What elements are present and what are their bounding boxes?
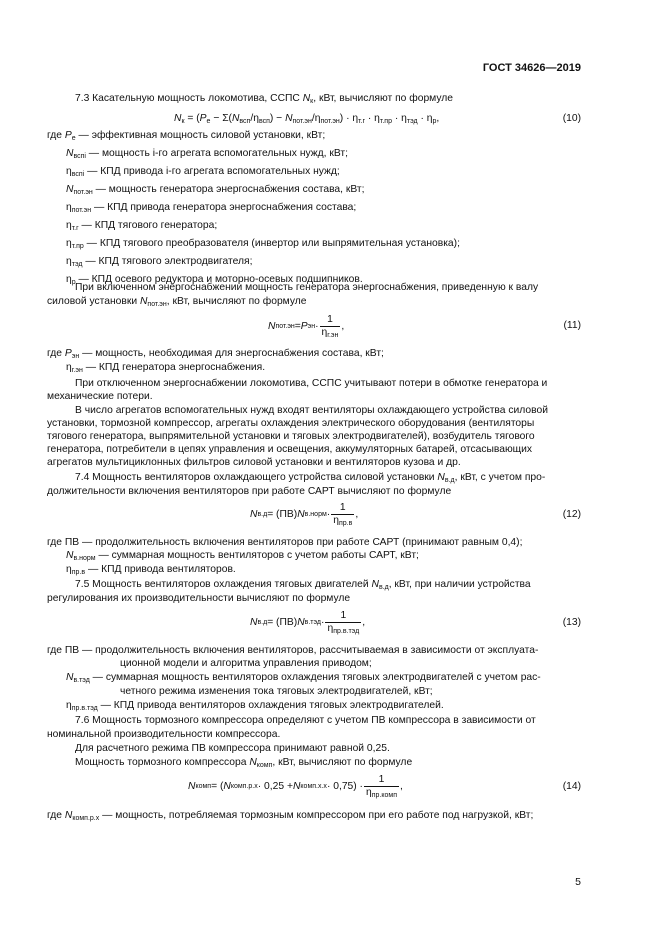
paragraph-line: агрегатов мультициклонных фильтров силовой установки и вентиляторов кузова и др. <box>47 457 461 468</box>
subscript: эн <box>71 353 80 360</box>
symbol: N <box>66 550 74 561</box>
symbol: N <box>302 93 311 104</box>
paragraph-line <box>75 757 412 769</box>
text: — мощность, потребляемая тормозным компрессором при его работе под нагрузкой, кВт; <box>99 810 534 821</box>
paragraph-line: 7.6 Мощность тормозного компрессора определяют с учетом ПВ компрессора в зависимости от <box>75 715 536 726</box>
definition-line <box>66 148 348 160</box>
paragraph-line: регулирования их производительности вычисляют по формуле <box>47 593 351 604</box>
text: где <box>47 130 65 141</box>
symbol: η <box>66 362 72 373</box>
symbol: N <box>231 113 240 124</box>
subscript: всп <box>258 118 270 125</box>
subscript: т.г <box>358 118 366 125</box>
subscript: комп <box>256 762 273 769</box>
equation-number: (11) <box>563 320 581 331</box>
text: = (ПВ) <box>267 508 298 520</box>
text: — суммарная мощность вентиляторов с учетом работы САРТ, кВт; <box>95 550 419 561</box>
definition-line <box>66 362 265 374</box>
text: /η <box>311 113 321 124</box>
subscript: г.эн <box>71 367 83 374</box>
text: — КПД привода генератора энергоснабжения состава; <box>91 202 357 213</box>
text: · η <box>365 113 380 124</box>
symbol: N <box>66 184 74 195</box>
definition-line <box>47 537 522 549</box>
text: = <box>294 320 301 332</box>
subscript: пот.эн <box>73 189 93 196</box>
subscript: вспi <box>73 153 86 160</box>
text: , кВт, с учетом про- <box>454 472 546 483</box>
fraction <box>364 774 399 799</box>
denominator <box>364 786 399 799</box>
definition-line <box>47 130 325 142</box>
text: , <box>400 780 403 792</box>
definition-line <box>47 810 533 822</box>
symbol: N <box>268 320 276 332</box>
subscript: пр.в.тэд <box>333 628 360 635</box>
text: — эффективная мощность силовой установки, кВт; <box>75 130 326 141</box>
symbol: N <box>223 780 231 792</box>
subscript: в.д <box>444 477 455 484</box>
subscript: комп.р.х <box>72 815 100 822</box>
text: — продолжительность включения вентиляторов при работе САРТ (принимают равным 0,4); <box>79 537 523 548</box>
text: 7.3 Касательную мощность локомотива, ССПС <box>75 93 303 104</box>
subscript: пот.эн <box>320 118 340 125</box>
definition-line <box>66 166 340 178</box>
subscript: тэд <box>71 261 83 268</box>
document-header: ГОСТ 34626—2019 <box>482 62 581 74</box>
denominator <box>331 514 354 527</box>
symbol: η <box>66 238 72 249</box>
equation-14: N комп = ( N комп.р.х · 0,25 + N комп.х.х · 0,75) · $\frac{1}{\eta_{пр.комп}}$ , <box>188 774 403 799</box>
text: · <box>326 508 331 520</box>
symbol: P <box>300 320 308 332</box>
subscript: всп <box>239 118 251 125</box>
symbol: N <box>371 579 379 590</box>
symbol: η <box>66 166 72 177</box>
paragraph-line: должительности включения вентиляторов при работе САРТ вычисляют по формуле <box>47 486 452 497</box>
numerator: 1 <box>340 610 347 621</box>
text: · η <box>417 113 433 124</box>
definition-line <box>66 202 356 214</box>
subscript: р <box>432 118 437 125</box>
text: , кВт, вычисляют по формуле <box>313 93 454 104</box>
equation-11: N пот.эн = P эн · $\frac{1}{\eta_{г.эн}}$ , <box>268 314 345 339</box>
symbol: η <box>66 564 72 575</box>
equation-13: N в.д = (ПВ) N в.тэд · $\frac{1}{\eta_{пр.в.тэд}}$ , <box>250 610 366 635</box>
text: , кВт, при наличии устройства <box>388 579 531 590</box>
subscript: г.эн <box>327 332 339 339</box>
text: ) − <box>269 113 286 124</box>
text: 7.5 Мощность вентиляторов охлаждения тяговых двигателей <box>75 579 372 590</box>
symbol: η <box>66 700 72 711</box>
text: , кВт, вычисляют по формуле <box>166 296 307 307</box>
numerator: 1 <box>327 314 333 325</box>
page-number: 5 <box>575 876 581 888</box>
paragraph-line: При включенном энергоснабжении мощность генератора энергоснабжения, приведенную к валу <box>75 282 539 293</box>
numerator: 1 <box>339 502 346 513</box>
text: 7.4 Мощность вентиляторов охлаждающего устройства силовой установки <box>75 472 438 483</box>
text: · <box>321 616 325 628</box>
fraction <box>331 502 354 527</box>
symbol: P <box>64 348 72 359</box>
symbol: N <box>66 672 74 683</box>
symbol: ПВ <box>64 537 80 548</box>
paragraph-line <box>47 296 307 308</box>
subscript: пр.в.тэд <box>71 705 98 712</box>
text: — мощность, необходимая для энергоснабжения состава, кВт; <box>79 348 384 359</box>
denominator <box>320 326 341 339</box>
numerator: 1 <box>378 774 385 785</box>
paragraph-line: номинальной производительности компрессора. <box>47 729 281 740</box>
text: Мощность тормозного компрессора <box>75 757 250 768</box>
equation-12: N в.д = (ПВ) N в.норм · $\frac{1}{\eta_{пр.в}}$ , <box>250 502 359 527</box>
symbol: N <box>292 780 301 792</box>
paragraph-line: При отключенном энергоснабжении локомотива, ССПС учитывают потери в обмотке генератора и <box>75 378 548 389</box>
definition-line <box>66 220 217 232</box>
text: , <box>436 113 440 124</box>
equation-number: (10) <box>562 113 581 124</box>
text: — КПД генератора энергоснабжения. <box>82 362 266 373</box>
symbol: N <box>249 757 257 768</box>
subscript: р <box>71 279 76 286</box>
definition-line <box>66 184 364 196</box>
paragraph-line: генератора, потребители в цепях управления и освещения, аккумуляторных батарей, отсасывающих <box>47 444 533 455</box>
text: — КПД тягового электродвигателя; <box>82 256 253 267</box>
symbol: N <box>285 113 293 124</box>
symbol: N <box>188 780 196 792</box>
text: · 0,75) · <box>326 780 363 792</box>
text: где <box>47 537 65 548</box>
text: ) · η <box>339 113 359 124</box>
paragraph-line: Для расчетного режима ПВ компрессора принимают равной 0,25. <box>75 743 390 754</box>
section-7-5-intro <box>75 579 531 591</box>
definition-line: где ПВ — продолжительность включения вентиляторов, рассчитываемая в зависимости от эксплуата- <box>47 645 539 656</box>
subscript: вспi <box>71 171 85 178</box>
symbol: η <box>66 220 72 231</box>
definition-line <box>66 550 419 562</box>
symbol: η <box>321 327 328 338</box>
section-7-3-intro <box>75 93 453 105</box>
text: , кВт, вычисляют по формуле <box>272 757 413 768</box>
equation-10 <box>174 113 439 125</box>
equation-number: (13) <box>562 617 581 628</box>
subscript: тэд <box>406 118 418 125</box>
subscript: к <box>310 98 314 105</box>
symbol: N <box>437 472 445 483</box>
symbol: P <box>199 113 207 124</box>
text: · <box>315 320 319 332</box>
text: , <box>355 508 359 520</box>
text: /η <box>250 113 259 124</box>
paragraph-line: установки, тормозной компрессор, агрегаты охлаждения электрического оборудования (вентиляторы <box>47 418 535 429</box>
denominator <box>325 622 361 635</box>
subscript: в.д <box>378 584 389 591</box>
definition-line <box>66 564 236 576</box>
symbol: η <box>366 787 372 798</box>
text: — суммарная мощность вентиляторов охлаждения тяговых электродвигателей с учетом рас- <box>89 672 541 683</box>
text: где <box>47 810 65 821</box>
subscript: в.норм <box>73 555 96 562</box>
symbol: η <box>66 256 72 267</box>
definition-line <box>66 700 444 712</box>
paragraph-line: механические потери. <box>47 391 153 402</box>
equation-number: (12) <box>562 509 581 520</box>
section-7-4-intro <box>75 472 545 484</box>
symbol: N <box>66 148 74 159</box>
subscript: пот.эн <box>292 118 312 125</box>
definition-line <box>66 672 541 684</box>
subscript: к <box>181 118 185 125</box>
text: , <box>341 320 345 332</box>
definition-line <box>66 238 460 250</box>
subscript: т.г <box>71 225 79 232</box>
fraction <box>320 314 341 339</box>
equation-number: (14) <box>562 781 581 792</box>
text: = ( <box>211 780 224 792</box>
text: силовой установки <box>47 296 140 307</box>
symbol: N <box>297 508 305 520</box>
subscript: е <box>71 135 76 142</box>
subscript: т.пр <box>71 243 84 250</box>
text: · 0,25 + <box>257 780 293 792</box>
subscript: пот.эн <box>71 207 92 214</box>
subscript: т.пр <box>379 118 392 125</box>
symbol: P <box>64 130 72 141</box>
subscript: в.тэд <box>73 677 90 684</box>
symbol: η <box>333 515 339 526</box>
text: = (ПВ) <box>267 616 298 628</box>
text: — КПД привода i-го агрегата вспомогательных нужд; <box>84 166 340 177</box>
paragraph-line: В число агрегатов вспомогательных нужд входят вентиляторы охлаждающего устройства силовой <box>75 405 548 416</box>
symbol: N <box>174 113 182 124</box>
paragraph-line: тягового генератора, выпрямительной установки и тяговых электродвигателей), возбудитель тягового <box>47 431 535 442</box>
definition-line <box>47 348 384 360</box>
text: — КПД привода вентиляторов охлаждения тяговых электродвигателей. <box>97 700 444 711</box>
subscript: пот.эн <box>147 301 167 308</box>
text: — КПД привода вентиляторов. <box>85 564 236 575</box>
text: — мощность i-го агрегата вспомогательных нужд, кВт; <box>85 148 348 159</box>
text: — КПД осевого редуктора и моторно-осевых подшипников. <box>75 274 363 285</box>
definition-line <box>66 256 252 268</box>
symbol: N <box>64 810 73 821</box>
subscript: пр.в <box>71 569 86 576</box>
text: — КПД тягового генератора; <box>78 220 218 231</box>
symbol: N <box>297 616 305 628</box>
symbol: η <box>327 623 334 634</box>
fraction <box>325 610 361 635</box>
text: где <box>47 348 65 359</box>
symbol: N <box>250 508 258 520</box>
text: — КПД тягового преобразователя (инвертор или выпрямительная установка); <box>83 238 460 249</box>
text: = ( <box>184 113 200 124</box>
subscript: пр.комп <box>371 792 397 799</box>
definition-line: ционной модели и алгоритма управления приводом; <box>120 658 372 669</box>
text: − Σ( <box>210 113 232 124</box>
text: · η <box>391 113 407 124</box>
symbol: N <box>139 296 148 307</box>
subscript: е <box>206 118 211 125</box>
text: — мощность генератора энергоснабжения состава, кВт; <box>92 184 365 195</box>
subscript: пр.в <box>338 520 353 527</box>
text: , <box>362 616 366 628</box>
definition-line: четного режима изменения тока тяговых электродвигателей, кВт; <box>120 686 433 697</box>
symbol: η <box>66 202 72 213</box>
symbol: η <box>66 274 72 285</box>
symbol: N <box>250 616 258 628</box>
